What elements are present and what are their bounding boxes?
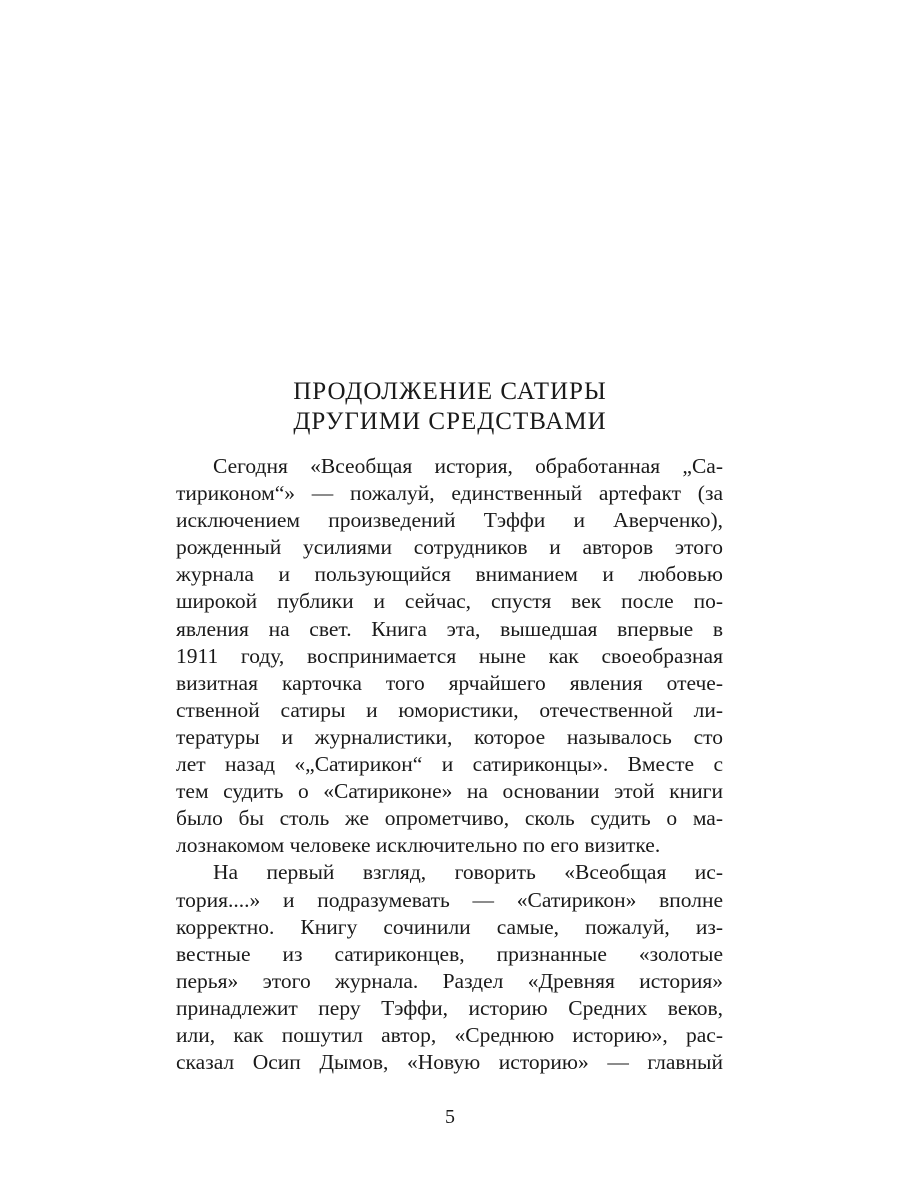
chapter-title-line-1: ПРОДОЛЖЕНИЕ САТИРЫ <box>293 378 607 405</box>
text-line: тературы и журналистики, которое называлось сто <box>176 724 723 749</box>
text-line: корректно. Книгу сочинили самые, пожалуй, из- <box>176 914 723 939</box>
text-line: На первый взгляд, говорить «Всеобщая ис- <box>213 860 723 885</box>
text-line: Сегодня «Всеобщая история, обработанная „Са- <box>213 454 723 478</box>
text-line: было бы столь же опрометчиво, сколь судить о ма- <box>176 806 723 831</box>
paragraph <box>176 453 723 859</box>
text-line: рожденный усилиями сотрудников и авторов этого <box>176 535 723 560</box>
text-line: тириконом“» — пожалуй, единственный артефакт (за <box>176 481 723 506</box>
text-line: принадлежит перу Тэффи, историю Средних веков, <box>176 995 723 1020</box>
text-line: широкой публики и сейчас, спустя век после по- <box>176 589 723 614</box>
text-line: журнала и пользующийся вниманием и любовью <box>176 562 723 587</box>
text-line: вестные из сатириконцев, признанные «золотые <box>176 941 723 966</box>
text-line: визитная карточка того ярчайшего явления отече- <box>176 670 723 695</box>
text-line: сказал Осип Дымов, «Новую историю» — главный <box>176 1050 723 1075</box>
chapter-title <box>0 377 900 437</box>
text-line: исключением произведений Тэффи и Аверченко), <box>176 508 723 533</box>
body-text <box>176 453 723 1076</box>
text-line: 1911 году, воспринимается ныне как своеобразная <box>176 643 723 668</box>
text-line: тем судить о «Сатириконе» на основании этой книги <box>176 779 723 804</box>
text-line: лет назад «„Сатирикон“ и сатириконцы». Вместе с <box>176 752 723 777</box>
chapter-title-line-2: ДРУГИМИ СРЕДСТВАМИ <box>293 408 607 435</box>
text-line: лознакомом человеке исключительно по его визитке. <box>176 833 661 858</box>
page-number: 5 <box>445 1106 455 1128</box>
text-line: тория....» и подразумевать — «Сатирикон» вполне <box>176 887 723 912</box>
paragraph <box>176 859 723 1076</box>
text-line: явления на свет. Книга эта, вышедшая впервые в <box>176 616 723 641</box>
text-line: ственной сатиры и юмористики, отечественной ли- <box>176 697 723 722</box>
text-line: или, как пошутил автор, «Среднюю историю», рас- <box>176 1022 723 1047</box>
text-line: перья» этого журнала. Раздел «Древняя история» <box>176 968 723 993</box>
